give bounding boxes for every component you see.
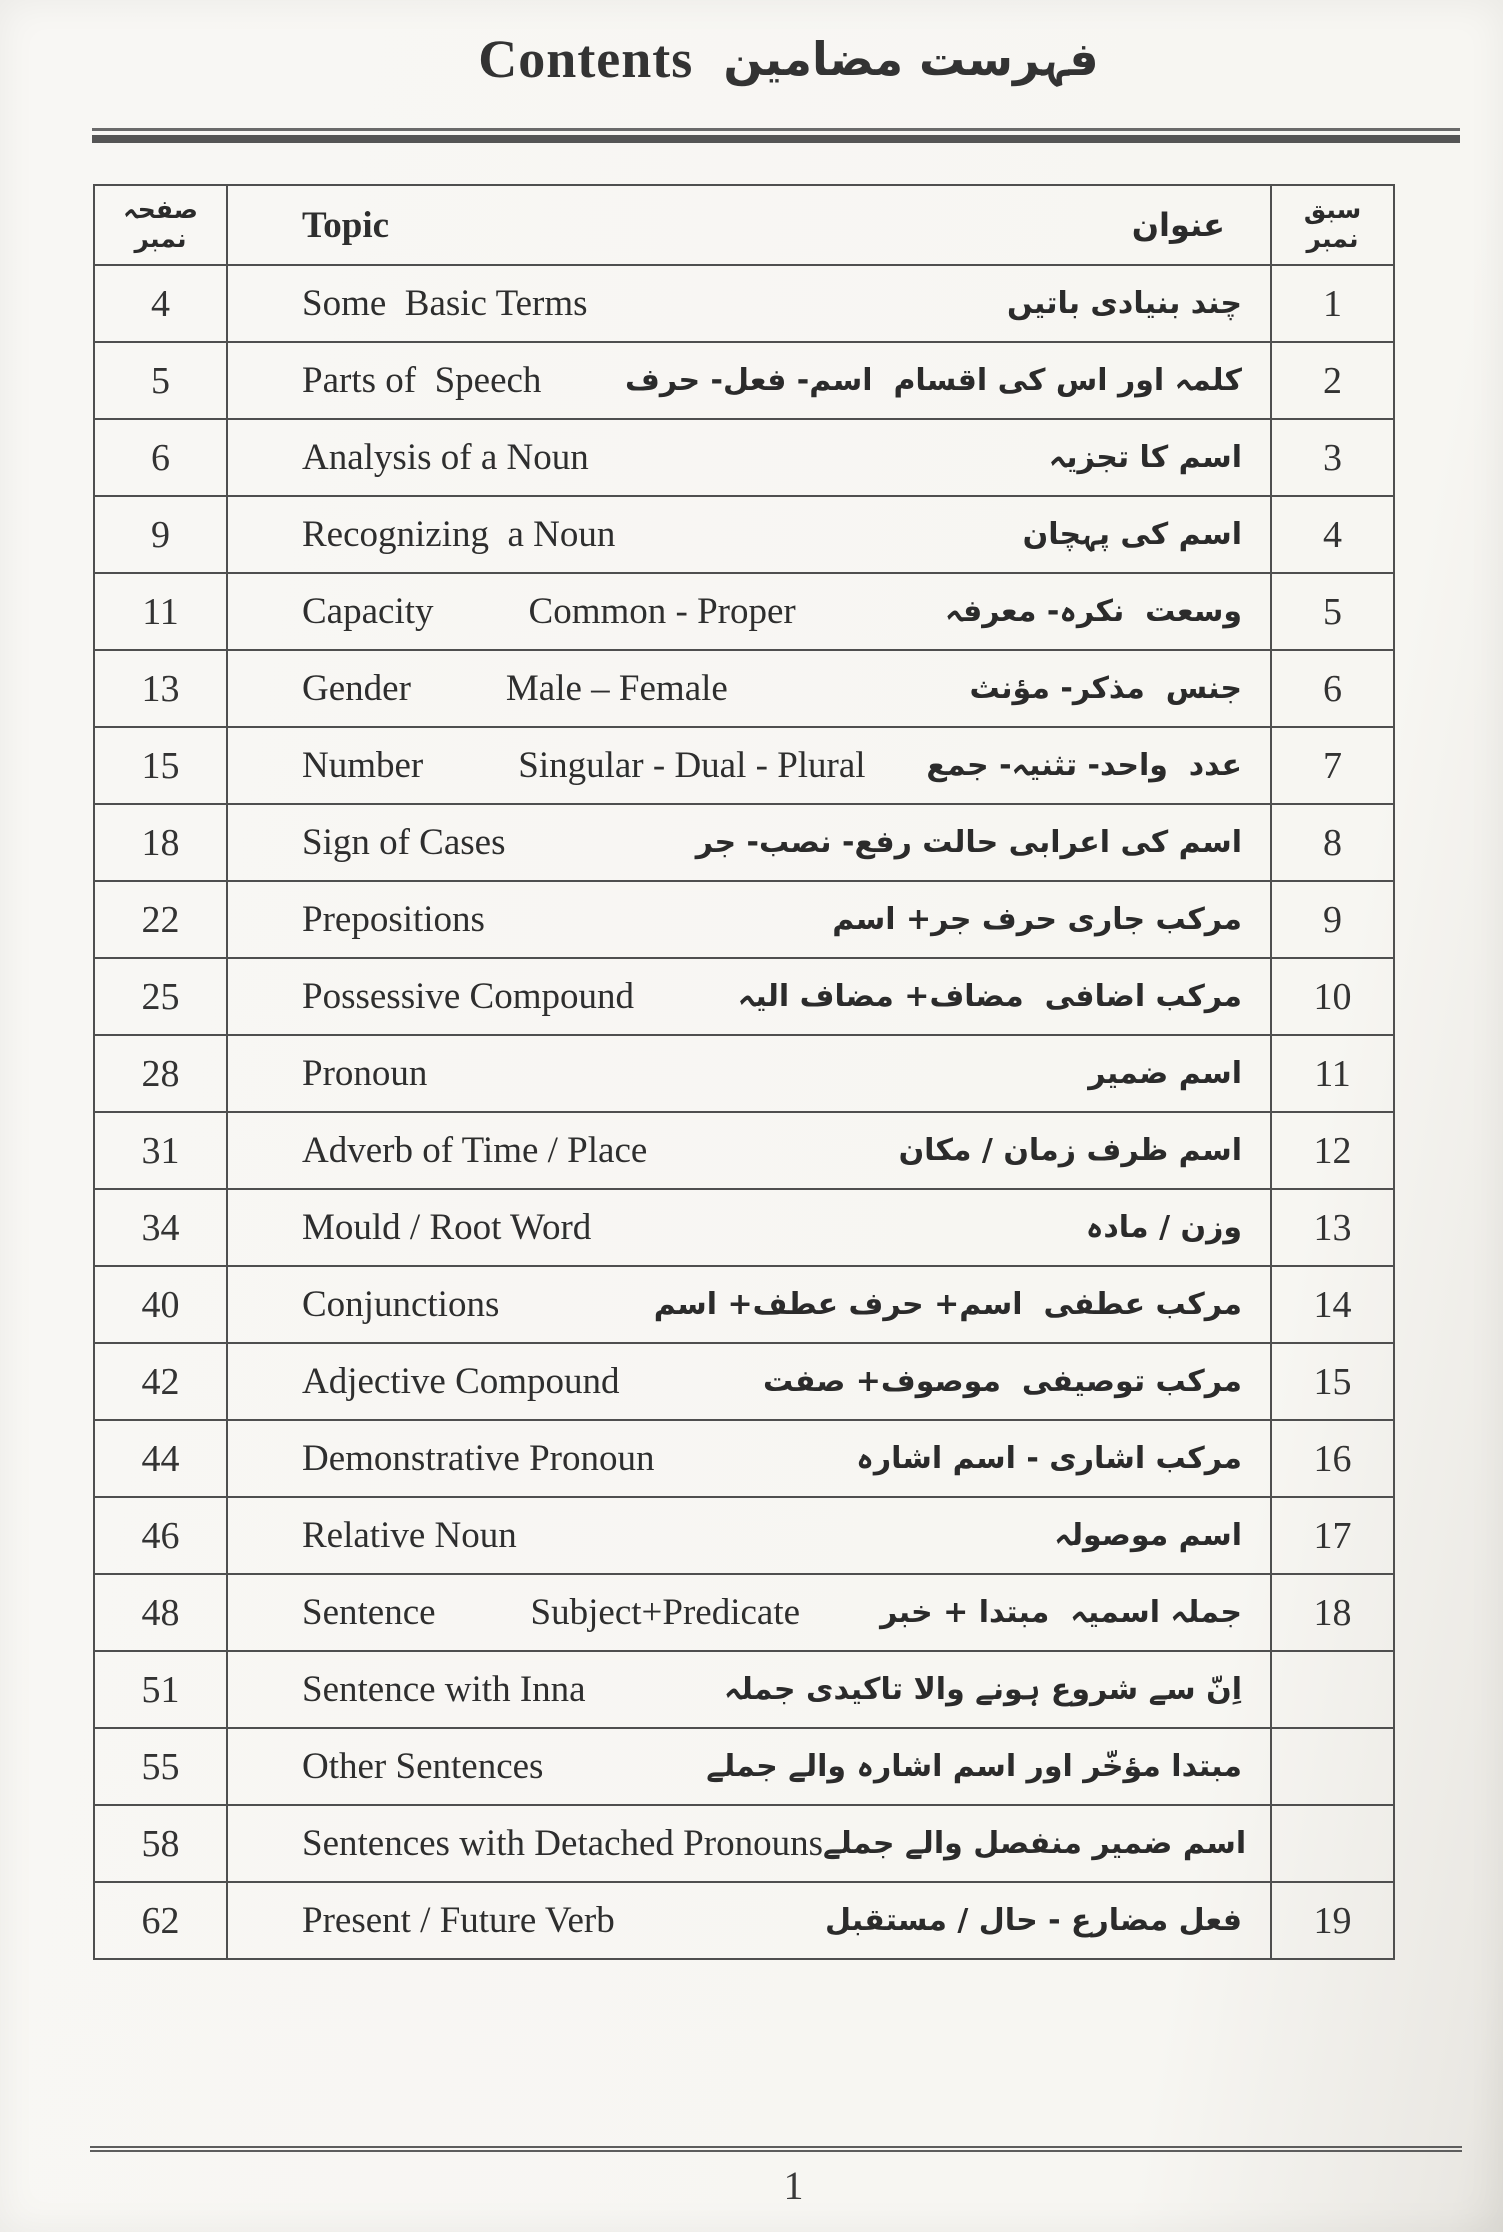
title-urdu: مرکب اضافی مضاف+ مضاف الیہ — [737, 979, 1242, 1014]
lesson-number-cell: 19 — [1270, 1883, 1393, 1958]
page-number-cell: 18 — [95, 805, 228, 880]
table-row — [95, 1573, 1393, 1650]
topic-english: Demonstrative Pronoun — [302, 1438, 655, 1479]
page-number-cell: 48 — [95, 1575, 228, 1650]
page-number-cell: 22 — [95, 882, 228, 957]
title-urdu: وسعت نکرہ- معرفہ — [945, 594, 1242, 629]
topic-cell — [228, 1883, 1270, 1958]
page-number-cell: 51 — [95, 1652, 228, 1727]
page-number-cell: 28 — [95, 1036, 228, 1111]
topic-detail-english: Singular - Dual - Plural — [518, 745, 866, 786]
topic-english: Present / Future Verb — [302, 1900, 615, 1941]
table-row — [95, 726, 1393, 803]
topic-cell — [228, 420, 1270, 495]
lesson-number-cell — [1270, 1729, 1393, 1804]
topic-english: Relative Noun — [302, 1515, 517, 1556]
topic-english: Sentence — [302, 1592, 436, 1633]
topic-cell — [228, 497, 1270, 572]
table-row — [95, 1265, 1393, 1342]
topic-cell — [228, 1036, 1270, 1111]
table-row — [95, 1727, 1393, 1804]
page-number-cell: 40 — [95, 1267, 228, 1342]
topic-english: Sentences with Detached Pronouns — [302, 1823, 823, 1864]
title-urdu: جملہ اسمیہ مبتدا + خبر — [880, 1595, 1242, 1630]
topic-cell — [228, 959, 1270, 1034]
lesson-number-cell: 12 — [1270, 1113, 1393, 1188]
table-row — [95, 495, 1393, 572]
lesson-number-cell: 13 — [1270, 1190, 1393, 1265]
topic-english: Parts of Speech — [302, 360, 542, 401]
page-number-cell: 62 — [95, 1883, 228, 1958]
page-title-english: Contents — [478, 29, 694, 89]
topic-detail-english: Male – Female — [505, 668, 728, 709]
topic-cell — [228, 1267, 1270, 1342]
table-row — [95, 957, 1393, 1034]
page-number-cell: 9 — [95, 497, 228, 572]
title-urdu: چند بنیادی باتیں — [1006, 286, 1242, 321]
table-row — [95, 418, 1393, 495]
page-number-cell: 13 — [95, 651, 228, 726]
table-row — [95, 1188, 1393, 1265]
topic-cell — [228, 882, 1270, 957]
page-number-cell: 42 — [95, 1344, 228, 1419]
topic-english: Adverb of Time / Place — [302, 1130, 648, 1171]
lesson-number-cell: 11 — [1270, 1036, 1393, 1111]
header-page-number-label: صفحہ نمبر — [123, 195, 198, 253]
page-number-cell: 25 — [95, 959, 228, 1034]
topic-english: Capacity — [302, 591, 434, 632]
title-urdu: مرکب جاری حرف جر+ اسم — [832, 902, 1242, 937]
lesson-number-cell: 1 — [1270, 266, 1393, 341]
footer-rule — [90, 2146, 1462, 2152]
title-urdu: اسم موصولہ — [1054, 1518, 1242, 1553]
title-urdu: فعل مضارع - حال / مستقبل — [824, 1903, 1242, 1938]
topic-english: Recognizing a Noun — [302, 514, 616, 555]
title-rule-thin — [92, 128, 1460, 131]
topic-cell — [228, 1498, 1270, 1573]
topic-cell — [228, 1190, 1270, 1265]
lesson-number-cell: 7 — [1270, 728, 1393, 803]
lesson-number-cell: 15 — [1270, 1344, 1393, 1419]
table-row — [95, 264, 1393, 341]
page-number-cell: 15 — [95, 728, 228, 803]
title-urdu: اسم ظرف زمان / مکان — [898, 1133, 1242, 1168]
title-urdu: اِنّ سے شروع ہونے والا تاکیدی جملہ — [723, 1672, 1242, 1707]
page-number-cell: 34 — [95, 1190, 228, 1265]
title-urdu: وزن / مادہ — [1085, 1210, 1242, 1245]
topic-cell — [228, 343, 1270, 418]
table-row — [95, 341, 1393, 418]
header-topic-cell — [228, 186, 1270, 264]
topic-cell — [228, 574, 1270, 649]
header-title-urdu-label: عنوان — [1131, 206, 1225, 244]
title-urdu: عدد واحد- تثنیہ- جمع — [926, 748, 1242, 783]
topic-english: Sentence with Inna — [302, 1669, 586, 1710]
topic-cell — [228, 1344, 1270, 1419]
page-number-cell: 44 — [95, 1421, 228, 1496]
title-urdu: اسم کی پہچان — [1022, 517, 1242, 552]
title-urdu: کلمہ اور اس کی اقسام اسم- فعل- حرف — [624, 363, 1242, 398]
table-row — [95, 1496, 1393, 1573]
page-number-cell: 5 — [95, 343, 228, 418]
page-number-cell: 11 — [95, 574, 228, 649]
page-number-cell: 6 — [95, 420, 228, 495]
topic-english: Some Basic Terms — [302, 283, 588, 324]
topic-cell — [228, 1652, 1270, 1727]
lesson-number-cell: 17 — [1270, 1498, 1393, 1573]
table-row — [95, 803, 1393, 880]
table-row — [95, 880, 1393, 957]
topic-english: Number — [302, 745, 424, 786]
topic-english: Other Sentences — [302, 1746, 544, 1787]
table-row — [95, 572, 1393, 649]
page-number-cell: 46 — [95, 1498, 228, 1573]
topic-cell — [228, 1729, 1270, 1804]
title-urdu: مرکب عطفی اسم+ حرف عطف+ اسم — [653, 1287, 1242, 1322]
table-row — [95, 1034, 1393, 1111]
topic-cell — [228, 1806, 1270, 1881]
topic-detail-english: Common - Proper — [528, 591, 796, 632]
page-title — [0, 28, 1503, 90]
table-row — [95, 1881, 1393, 1958]
page-number-cell: 31 — [95, 1113, 228, 1188]
lesson-number-cell: 2 — [1270, 343, 1393, 418]
footer-page-number: 1 — [783, 2163, 804, 2208]
page-number-cell: 4 — [95, 266, 228, 341]
table-row — [95, 1419, 1393, 1496]
title-urdu: مبتدا مؤخّر اور اسم اشارہ والے جملے — [706, 1749, 1242, 1784]
topic-cell — [228, 651, 1270, 726]
table-row — [95, 1650, 1393, 1727]
lesson-number-cell: 3 — [1270, 420, 1393, 495]
lesson-number-cell: 5 — [1270, 574, 1393, 649]
table-row — [95, 649, 1393, 726]
title-urdu: اسم ضمیر منفصل والے جملے — [822, 1826, 1247, 1861]
topic-cell — [228, 1575, 1270, 1650]
topic-english: Conjunctions — [302, 1284, 500, 1325]
lesson-number-cell: 14 — [1270, 1267, 1393, 1342]
lesson-number-cell: 10 — [1270, 959, 1393, 1034]
lesson-number-cell — [1270, 1806, 1393, 1881]
table-row — [95, 1111, 1393, 1188]
lesson-number-cell: 16 — [1270, 1421, 1393, 1496]
lesson-number-cell: 8 — [1270, 805, 1393, 880]
table-header-row — [95, 186, 1393, 264]
page-number-cell: 58 — [95, 1806, 228, 1881]
page-number-cell: 55 — [95, 1729, 228, 1804]
topic-english: Adjective Compound — [302, 1361, 620, 1402]
title-rule-thick — [92, 135, 1460, 143]
lesson-number-cell: 4 — [1270, 497, 1393, 572]
topic-cell — [228, 1421, 1270, 1496]
topic-detail-english: Subject+Predicate — [530, 1592, 801, 1633]
topic-cell — [228, 805, 1270, 880]
title-urdu: اسم کا تجزیہ — [1048, 440, 1242, 475]
contents-table — [93, 184, 1395, 1960]
title-urdu: مرکب اشاری - اسم اشارہ — [856, 1441, 1242, 1476]
table-row — [95, 1804, 1393, 1881]
topic-english: Possessive Compound — [302, 976, 635, 1017]
lesson-number-cell: 6 — [1270, 651, 1393, 726]
lesson-number-cell: 18 — [1270, 1575, 1393, 1650]
header-page-number-cell — [95, 186, 228, 264]
topic-english: Mould / Root Word — [302, 1207, 592, 1248]
topic-cell — [228, 728, 1270, 803]
title-double-rule — [92, 128, 1460, 143]
title-urdu: جنس مذکر- مؤنث — [969, 671, 1242, 706]
title-urdu: اسم ضمیر — [1088, 1056, 1242, 1091]
title-urdu: مرکب توصیفی موصوف+ صفت — [763, 1364, 1242, 1399]
lesson-number-cell: 9 — [1270, 882, 1393, 957]
header-lesson-number-label: سبق نمبر — [1303, 195, 1362, 253]
header-lesson-number-cell — [1270, 186, 1393, 264]
header-topic-label: Topic — [302, 204, 390, 246]
topic-english: Sign of Cases — [302, 822, 506, 863]
topic-cell — [228, 1113, 1270, 1188]
topic-english: Prepositions — [302, 899, 485, 940]
page-title-urdu: فہرست مضامین — [723, 32, 1099, 86]
topic-cell — [228, 266, 1270, 341]
table-row — [95, 1342, 1393, 1419]
table-body — [95, 264, 1393, 1958]
topic-english: Pronoun — [302, 1053, 428, 1094]
title-urdu: اسم کی اعرابی حالت رفع- نصب- جر — [695, 825, 1242, 860]
topic-english: Analysis of a Noun — [302, 437, 589, 478]
lesson-number-cell — [1270, 1652, 1393, 1727]
topic-english: Gender — [302, 668, 411, 709]
